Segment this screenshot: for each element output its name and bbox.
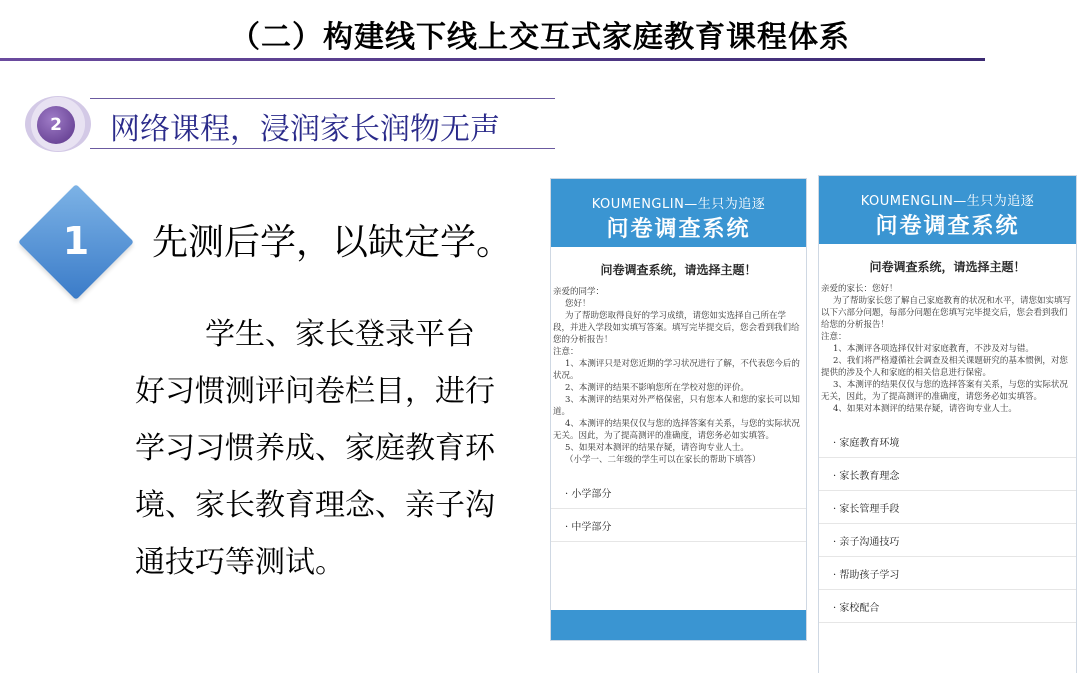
- body-line: 学习习惯养成、家庭教育环: [135, 431, 495, 466]
- intro-line: 3、本测评的结果仅仅与您的选择答案有关系，与您的实际状况无关，因此，为了提高测评的准确度，请您务必如实填答。: [821, 380, 1068, 402]
- survey-header: [819, 176, 1076, 244]
- survey-header: [551, 179, 806, 247]
- topic-list: [551, 476, 806, 542]
- point-number: 1: [62, 219, 90, 263]
- student-survey-screenshot: [550, 178, 807, 641]
- survey-intro: [819, 283, 1076, 415]
- intro-line: 亲爱的家长：您好！: [821, 284, 898, 294]
- question-title: 问卷调查系统，请选择主题！: [600, 263, 757, 277]
- intro-line: 1、本测评只是对您近期的学习状况进行了解，不代表您今后的状况。: [553, 359, 800, 381]
- question-title: 问卷调查系统，请选择主题！: [869, 260, 1026, 274]
- brand-text: KOUMENGLIN—生只为追逐: [860, 194, 1035, 209]
- body-paragraph: [135, 306, 525, 591]
- topic-link-secondary[interactable]: · 中学部分: [551, 509, 806, 542]
- subtitle-number-badge: [25, 96, 91, 152]
- topic-list: [819, 425, 1076, 623]
- system-title: 问卷调查系统: [875, 214, 1020, 239]
- survey-intro: [551, 286, 806, 466]
- subtitle-top-rule: [90, 98, 555, 99]
- body-line: 好习惯测评问卷栏目，进行: [135, 374, 495, 409]
- intro-line: 2、本测评的结果不影响您所在学校对您的评价。: [565, 383, 749, 393]
- topic-link-parenting-concept[interactable]: · 家长教育理念: [819, 458, 1076, 491]
- topic-link-management[interactable]: · 家长管理手段: [819, 491, 1076, 524]
- parent-survey-screenshot: [818, 175, 1077, 673]
- subtitle-text: 网络课程，浸润家长润物无声: [110, 112, 500, 147]
- intro-line: 5、如果对本测评的结果存疑，请咨询专业人士。: [565, 443, 749, 453]
- body-line: 学生、家长登录平台: [205, 317, 475, 352]
- topic-link-family-environment[interactable]: · 家庭教育环境: [819, 425, 1076, 458]
- intro-line: （小学一、二年级的学生可以在家长的帮助下填答）: [565, 455, 761, 465]
- intro-line: 4、如果对本测评的结果存疑，请咨询专业人士。: [833, 404, 1017, 414]
- subtitle-banner: [25, 96, 555, 154]
- intro-line: 为了帮助家长您了解自己家庭教育的状况和水平，请您如实填写以下六部分问题，每部分问题在您填写完毕提交后，您会看到我们给您的分析报告！: [821, 296, 1072, 330]
- intro-line: 3、本测评的结果对外严格保密，只有您本人和您的家长可以知道。: [553, 395, 800, 417]
- survey-footer: [551, 610, 806, 640]
- title-divider: [0, 58, 985, 61]
- intro-line: 注意：: [553, 347, 579, 357]
- intro-line: 为了帮助您取得良好的学习成绩，请您如实选择自己所在学段，并进入学段如实填写答案。填写完毕提交后，您会看到我们给您的分析报告！: [553, 311, 800, 345]
- topic-link-communication[interactable]: · 亲子沟通技巧: [819, 524, 1076, 557]
- subtitle-number: 2: [37, 106, 75, 144]
- intro-line: 1、本测评各项选择仅针对家庭教育，不涉及对与错。: [833, 344, 1034, 354]
- page-title: （二）构建线下线上交互式家庭教育课程体系: [230, 20, 850, 55]
- body-line: 通技巧等测试。: [135, 545, 345, 580]
- intro-line: 2、我们将严格遵循社会调查及相关课题研究的基本惯例，对您提供的涉及个人和家庭的相关信息进行保密。: [821, 356, 1068, 378]
- intro-line: 注意：: [821, 332, 847, 342]
- intro-line: 亲爱的同学：: [553, 287, 605, 297]
- system-title: 问卷调查系统: [606, 217, 751, 242]
- point-heading: 先测后学，以缺定学。: [152, 222, 513, 263]
- subtitle-bottom-rule: [90, 148, 555, 149]
- intro-line: 4、本测评的结果仅仅与您的选择答案有关系，与您的实际状况无关。因此，为了提高测评的准确度，请您务必如实填答。: [553, 419, 800, 441]
- topic-link-study-help[interactable]: · 帮助孩子学习: [819, 557, 1076, 590]
- intro-line: 您好！: [565, 299, 591, 309]
- topic-link-primary[interactable]: · 小学部分: [551, 476, 806, 509]
- brand-text: KOUMENGLIN—生只为追逐: [591, 197, 766, 212]
- body-line: 境、家长教育理念、亲子沟: [135, 488, 495, 523]
- point-number-diamond: [27, 183, 127, 303]
- topic-link-home-school[interactable]: · 家校配合: [819, 590, 1076, 623]
